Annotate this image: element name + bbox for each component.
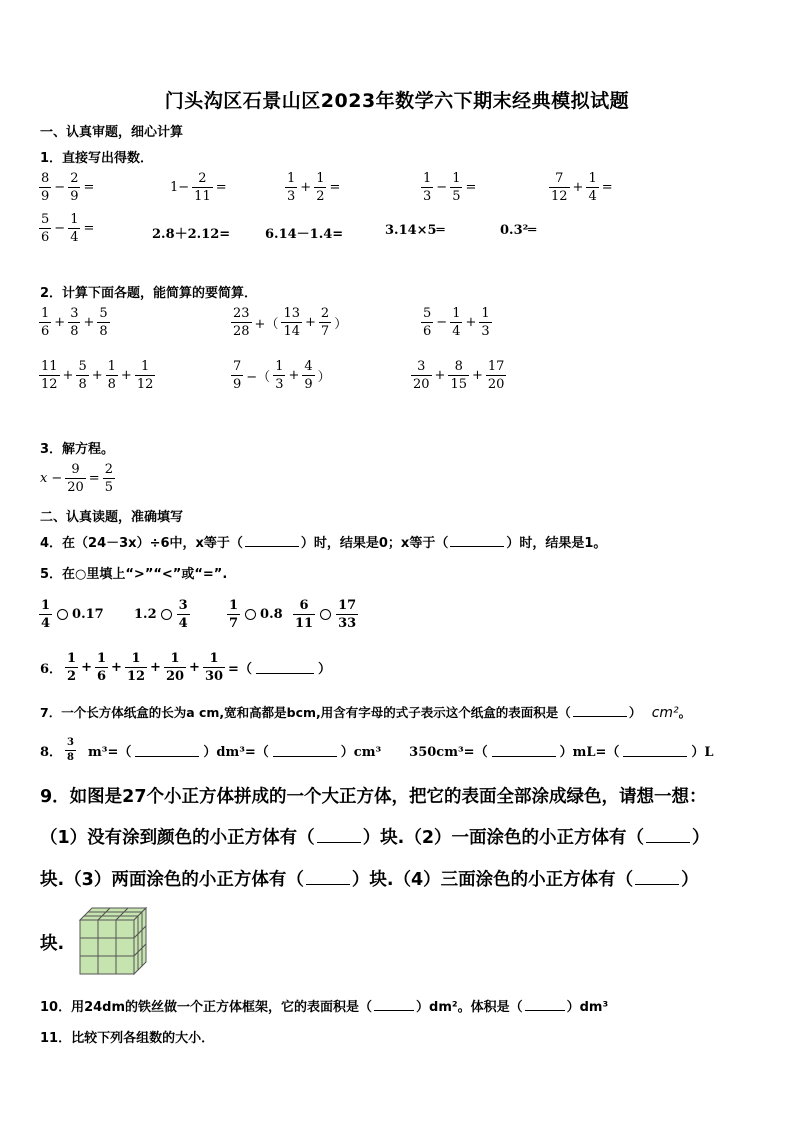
math-text: + <box>54 315 66 330</box>
q10-blank-2[interactable] <box>525 998 565 1011</box>
q10-text-c: ）dm³ <box>566 1000 609 1015</box>
math-text: + <box>288 368 300 383</box>
q8-blank-1[interactable] <box>135 744 199 757</box>
q4-blank-1[interactable] <box>245 534 299 547</box>
q11-label: 11．比较下列各组数的大小． <box>40 1031 215 1046</box>
cube-3x3-icon <box>76 904 156 978</box>
fraction: $\frac{2}{9}$ <box>70 171 79 204</box>
fraction: $\frac{1}{7}$ <box>229 598 239 631</box>
fraction: $\frac{4}{9}$ <box>304 359 313 392</box>
fraction: $\frac{8}{15}$ <box>450 359 467 392</box>
math-text: ）dm³=（ <box>203 745 269 760</box>
math-text: − <box>54 221 66 236</box>
q8-blank-4[interactable] <box>623 744 687 757</box>
math-text: + <box>120 368 132 383</box>
math-text: =（ <box>228 662 252 677</box>
math-text: − <box>436 315 448 330</box>
math-text: + <box>572 180 584 195</box>
section-1-heading: 一、认真审题，细心计算 <box>40 125 184 140</box>
fraction: $\frac{1}{5}$ <box>452 171 461 204</box>
q2-expr-1 <box>38 307 111 338</box>
fraction: $\frac{1}{30}$ <box>204 651 224 684</box>
q1-expr-2 <box>168 172 229 203</box>
q5-value-3: 0.8 <box>260 606 283 622</box>
fraction: $\frac{3}{4}$ <box>178 598 188 631</box>
q9-blank-4[interactable] <box>635 869 679 885</box>
math-text: + <box>91 368 103 383</box>
q7-text: 7．一个长方体纸盒的长为a cm,宽和高都是bcm,用含有字母的式子表示这个纸盒的表面积是（ <box>40 705 571 720</box>
math-text: m³=（ <box>88 745 132 760</box>
q1-expr-10: 0.3²═ <box>500 223 537 238</box>
cube-front-cell <box>116 938 134 956</box>
q2-expr-3 <box>420 307 493 338</box>
q7-line <box>40 703 691 721</box>
q9-blank-2[interactable] <box>646 827 690 843</box>
math-text: = <box>83 180 95 195</box>
math-text: + <box>81 660 92 675</box>
q1-expr-5 <box>548 172 615 203</box>
fraction: $\frac{1}{4}$ <box>452 306 461 339</box>
q5-compare-2 <box>134 598 191 630</box>
fraction: $\frac{1}{3}$ <box>275 359 284 392</box>
fraction: $\frac{5}{8}$ <box>99 306 108 339</box>
fraction: $\frac{1}{3}$ <box>481 306 490 339</box>
q10-text-b: ）dm²。体积是（ <box>416 1000 523 1015</box>
q5-value-2: 1.2 <box>134 606 157 622</box>
cube-side-cell <box>134 952 138 974</box>
math-text: = <box>329 180 341 195</box>
q9-text-3b: ）块.（4）三面涂色的小正方体有（ <box>351 870 634 890</box>
math-text: = <box>83 221 95 236</box>
fraction: $\frac{1}{4}$ <box>588 171 597 204</box>
q10-blank-1[interactable] <box>374 998 414 1011</box>
q4-text-a: 4．在（24－3x）÷6中，x等于（ <box>40 536 243 551</box>
compare-circle[interactable] <box>320 609 331 620</box>
fraction: $\frac{23}{28}$ <box>233 306 250 339</box>
math-text: = <box>88 471 100 486</box>
cube-front-cell <box>116 956 134 974</box>
math-text: +（ <box>254 317 279 332</box>
q1-expr-7: 2.8＋2.12= <box>152 227 231 242</box>
fraction: $\frac{17}{33}$ <box>338 598 357 631</box>
math-text: ）mL=（ <box>559 745 620 760</box>
q10-text-a: 10．用24dm的铁丝做一个正方体框架，它的表面积是（ <box>40 1000 373 1015</box>
fraction: $\frac{1}{4}$ <box>41 598 51 631</box>
fraction: $\frac{13}{14}$ <box>283 306 300 339</box>
cube-front-cell <box>80 920 98 938</box>
q4-blank-2[interactable] <box>450 534 504 547</box>
math-text: x <box>40 471 48 486</box>
fraction: $\frac{7}{12}$ <box>551 171 568 204</box>
math-text: = <box>465 180 477 195</box>
cube-side-cell <box>138 948 142 970</box>
q1-row1 <box>38 172 658 208</box>
fraction: $\frac{17}{20}$ <box>487 359 505 392</box>
q6-blank[interactable] <box>256 661 314 674</box>
q3-label: 3．解方程。 <box>40 442 115 457</box>
math-text: 6． <box>40 662 63 677</box>
fraction: $\frac{1}{3}$ <box>287 171 296 204</box>
math-text: 8． <box>40 745 63 760</box>
q1-expr-1 <box>38 172 96 203</box>
compare-circle[interactable] <box>161 609 172 620</box>
q6-expression <box>38 652 333 683</box>
q3-equation <box>38 463 116 494</box>
math-text: + <box>465 315 477 330</box>
fraction: $\frac{1}{6}$ <box>41 306 50 339</box>
fraction: $\frac{5}{8}$ <box>78 359 87 392</box>
cube-front-cell <box>80 956 98 974</box>
q2-expr-5 <box>230 360 333 391</box>
math-text: 1− <box>170 180 190 195</box>
math-text: ） <box>317 662 331 677</box>
q9-text-3a: 块.（3）两面涂色的小正方体有（ <box>40 870 304 890</box>
fraction: $\frac{5}{6}$ <box>41 212 50 245</box>
q2-expr-4 <box>38 360 156 391</box>
fraction: $\frac{1}{20}$ <box>165 651 185 684</box>
fraction: $\frac{1}{12}$ <box>136 359 154 392</box>
math-text: ）cm³ <box>340 745 382 760</box>
q5-value-1: 0.17 <box>72 606 104 622</box>
q5-label: 5．在○里填上“>”“<”或“=”. <box>40 567 228 582</box>
q4-line <box>40 532 606 551</box>
q8-line <box>38 738 716 763</box>
q1-row2 <box>38 213 658 249</box>
q9-text-3c: ） <box>681 870 699 890</box>
math-text: + <box>150 660 161 675</box>
q8-blank-2[interactable] <box>273 744 337 757</box>
q1-expr-4 <box>420 172 478 203</box>
fraction: $\frac{1}{2}$ <box>316 171 325 204</box>
fraction: $\frac{11}{12}$ <box>41 359 58 392</box>
math-text: + <box>300 180 312 195</box>
math-text: 350cm³=（ <box>409 745 488 760</box>
fraction: $\frac{3}{8}$ <box>70 306 79 339</box>
q10-line <box>40 996 608 1015</box>
q1-expr-8: 6.14－1.4= <box>265 227 344 242</box>
q1-expr-9: 3.14×5═ <box>385 223 445 238</box>
q2-label: 2．计算下面各题，能简算的要简算． <box>40 286 258 301</box>
math-text: − <box>436 180 448 195</box>
fraction: $\frac{7}{9}$ <box>233 359 242 392</box>
compare-circle[interactable] <box>57 609 68 620</box>
q5-compare-4 <box>292 598 359 630</box>
math-text: −（ <box>246 370 271 385</box>
q4-text-b: ）时，结果是0；x等于（ <box>300 536 449 551</box>
fraction: $\frac{1}{4}$ <box>70 212 79 245</box>
q7-unit: cm² <box>651 705 679 721</box>
section-2-heading: 二、认真读题，准确填写 <box>40 510 184 525</box>
q5-compare-3 <box>226 598 283 630</box>
q9-blank-3[interactable] <box>306 869 350 885</box>
math-text: + <box>83 315 95 330</box>
compare-circle[interactable] <box>245 609 256 620</box>
q9-line-2 <box>40 824 710 849</box>
q9-line-3 <box>40 866 699 891</box>
q9-text-2c: ） <box>692 828 710 848</box>
fraction: $\frac{3}{8}$ <box>67 737 75 763</box>
q1-expr-6 <box>38 213 96 244</box>
q9-line-4: 块. <box>40 934 65 954</box>
q1-label: 1．直接写出得数． <box>40 151 154 166</box>
math-text: + <box>434 368 446 383</box>
math-text: ） <box>317 370 331 385</box>
q5-compare-1 <box>38 598 104 630</box>
math-text: − <box>54 180 66 195</box>
math-text: + <box>62 368 74 383</box>
math-text: + <box>111 660 122 675</box>
fraction: $\frac{3}{20}$ <box>413 359 430 392</box>
fraction: $\frac{2}{7}$ <box>320 306 330 339</box>
cube-figure <box>76 904 156 982</box>
fraction: $\frac{1}{12}$ <box>126 651 146 684</box>
q8-blank-3[interactable] <box>492 744 556 757</box>
q9-line-1: 9．如图是27个小正方体拼成的一个大正方体，把它的表面全部涂成绿色，请想一想： <box>40 787 707 807</box>
fraction: $\frac{6}{11}$ <box>295 598 314 631</box>
math-text: = <box>601 180 613 195</box>
q2-expr-2 <box>230 307 349 338</box>
q1-expr-3 <box>284 172 342 203</box>
fraction: $\frac{2}{11}$ <box>194 171 211 204</box>
fraction: $\frac{5}{6}$ <box>423 306 432 339</box>
math-text: ）L <box>691 745 714 760</box>
math-text: + <box>305 315 316 330</box>
math-text: = <box>215 180 227 195</box>
q7-blank[interactable] <box>573 704 627 717</box>
math-text: − <box>51 471 63 486</box>
q4-text-c: ）时，结果是1。 <box>506 536 607 551</box>
q9-text-2b: ）块.（2）一面涂色的小正方体有（ <box>362 828 645 848</box>
fraction: $\frac{1}{6}$ <box>97 651 107 684</box>
math-text: ） <box>334 317 348 332</box>
fraction: $\frac{1}{8}$ <box>107 359 116 392</box>
cube-front-cell <box>98 938 116 956</box>
fraction: $\frac{8}{9}$ <box>41 171 50 204</box>
fraction: $\frac{2}{5}$ <box>104 462 113 495</box>
fraction: $\frac{9}{20}$ <box>67 462 84 495</box>
q9-text-2a: （1）没有涂到颜色的小正方体有（ <box>40 828 315 848</box>
cube-front-cell <box>98 956 116 974</box>
math-text: + <box>472 368 483 383</box>
q2-expr-6 <box>410 360 507 391</box>
cube-side-cell <box>142 944 146 966</box>
fraction: $\frac{1}{2}$ <box>67 651 77 684</box>
fraction: $\frac{1}{3}$ <box>423 171 432 204</box>
page-title: 门头沟区石景山区2023年数学六下期末经典模拟试题 <box>164 90 630 112</box>
cube-front-cell <box>116 920 134 938</box>
cube-front-cell <box>80 938 98 956</box>
q9-blank-1[interactable] <box>317 827 361 843</box>
math-text: + <box>189 660 200 675</box>
q7-close: ） <box>628 705 642 720</box>
q7-dot: 。 <box>678 705 692 720</box>
cube-front-cell <box>98 920 116 938</box>
